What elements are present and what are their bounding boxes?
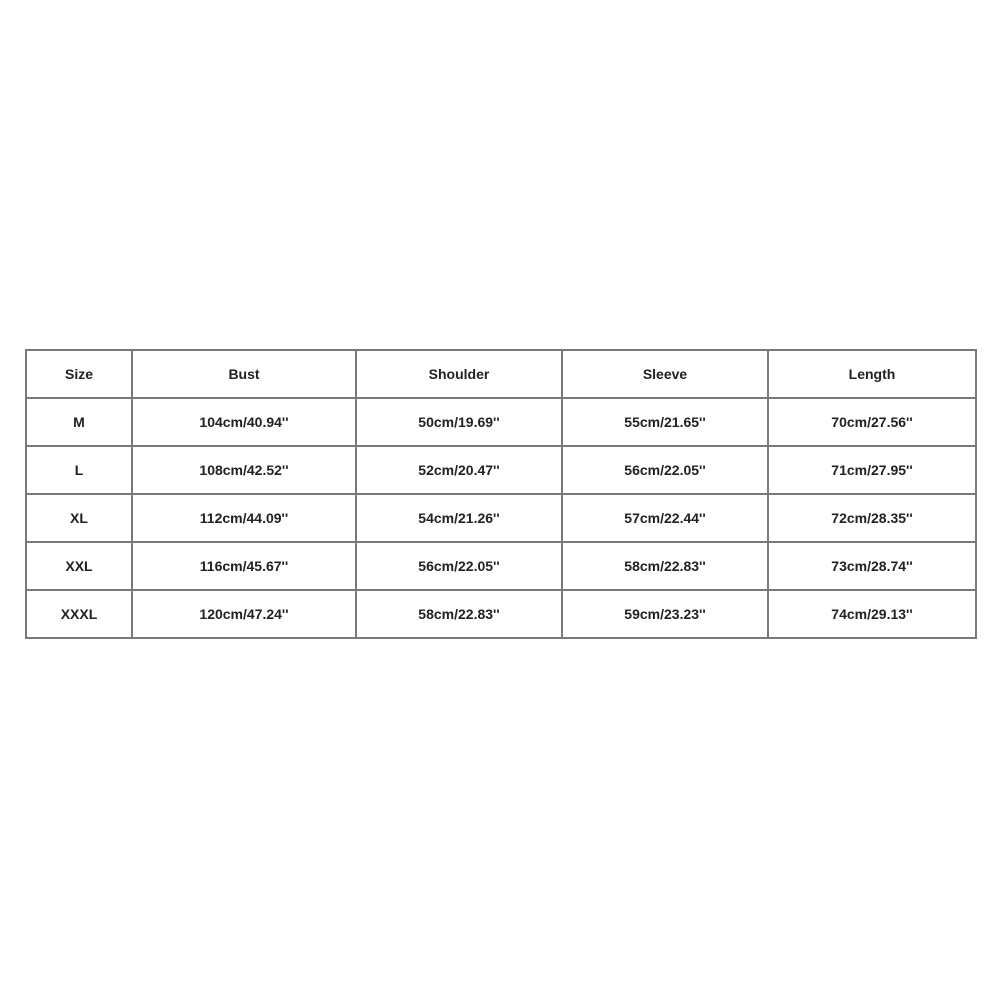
cell-shoulder: 56cm/22.05'' — [356, 542, 562, 590]
table-row — [26, 494, 976, 542]
cell-size: L — [26, 446, 132, 494]
table-row — [26, 590, 976, 638]
header-row — [26, 350, 976, 398]
cell-length: 72cm/28.35'' — [768, 494, 976, 542]
cell-shoulder: 58cm/22.83'' — [356, 590, 562, 638]
cell-sleeve: 55cm/21.65'' — [562, 398, 768, 446]
header-shoulder: Shoulder — [356, 350, 562, 398]
cell-length: 73cm/28.74'' — [768, 542, 976, 590]
cell-sleeve: 56cm/22.05'' — [562, 446, 768, 494]
header-bust: Bust — [132, 350, 356, 398]
table-row — [26, 542, 976, 590]
cell-length: 70cm/27.56'' — [768, 398, 976, 446]
cell-size: XL — [26, 494, 132, 542]
cell-shoulder: 50cm/19.69'' — [356, 398, 562, 446]
cell-size: XXXL — [26, 590, 132, 638]
cell-bust: 116cm/45.67'' — [132, 542, 356, 590]
header-length: Length — [768, 350, 976, 398]
cell-sleeve: 59cm/23.23'' — [562, 590, 768, 638]
size-chart-table — [25, 349, 977, 639]
cell-size: M — [26, 398, 132, 446]
table-row — [26, 398, 976, 446]
cell-shoulder: 52cm/20.47'' — [356, 446, 562, 494]
header-sleeve: Sleeve — [562, 350, 768, 398]
cell-length: 71cm/27.95'' — [768, 446, 976, 494]
cell-bust: 120cm/47.24'' — [132, 590, 356, 638]
cell-bust: 112cm/44.09'' — [132, 494, 356, 542]
cell-bust: 108cm/42.52'' — [132, 446, 356, 494]
cell-sleeve: 58cm/22.83'' — [562, 542, 768, 590]
cell-length: 74cm/29.13'' — [768, 590, 976, 638]
cell-size: XXL — [26, 542, 132, 590]
cell-sleeve: 57cm/22.44'' — [562, 494, 768, 542]
cell-shoulder: 54cm/21.26'' — [356, 494, 562, 542]
cell-bust: 104cm/40.94'' — [132, 398, 356, 446]
table-row — [26, 446, 976, 494]
header-size: Size — [26, 350, 132, 398]
